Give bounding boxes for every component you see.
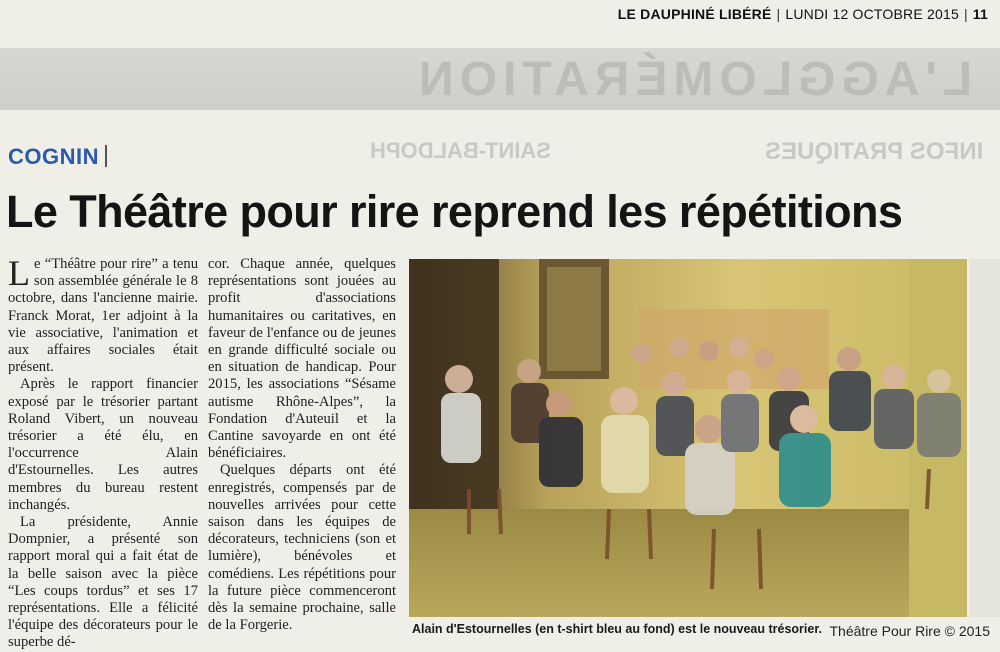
photo-credit: Théâtre Pour Rire © 2015 xyxy=(829,623,990,639)
article-paragraph: La présidente, Annie Dompnier, a présenté son rapport moral qui a fait état de la belle saison avec la pièce “Les coups tordus” et ses 17 représentations. Elle a félicité l'équipe des décorateurs pour le superbe dé- xyxy=(8,514,198,651)
article-column-2 xyxy=(208,256,396,634)
headline: Le Théâtre pour rire reprend les répétitions xyxy=(6,186,903,237)
page-number: 11 xyxy=(972,6,988,22)
article-paragraph: Quelques départs ont été enregistrés, compensés par de nouvelles arrivées pour cette saison dans les équipes de décorateurs, techniciens (son et lumière), bénévoles et comédiens. Les répétitions pour la future pièce commenceront dès la semaine prochaine, salle de la Forgerie. xyxy=(208,462,396,634)
photo-caption: Alain d'Estournelles (en t-shirt bleu au fond) est le nouveau trésorier. xyxy=(412,622,822,636)
group-photo xyxy=(409,259,967,617)
show-through-text: L'AGGLOMÉRATION xyxy=(412,53,972,106)
newspaper-name: LE DAUPHINÉ LIBÉRÉ xyxy=(617,6,772,22)
section-tag: COGNIN xyxy=(8,144,107,170)
article-paragraph: Le “Théâtre pour rire” a tenu son assemblée générale le 8 octobre, dans l'ancienne mairie. Franck Morat, 1er adjoint à la vie associative, l'animation et aux affaires sociales était présent. xyxy=(8,253,198,376)
adjacent-column-edge xyxy=(970,259,1000,617)
article-column-1 xyxy=(8,253,198,652)
article-paragraph: Après le rapport financier exposé par le trésorier partant Roland Vibert, un nouveau trésorier a été élu, en l'occurrence Alain d'Estournelles. Les autres membres du bureau restent inchangés. xyxy=(8,376,198,513)
section-band xyxy=(0,48,1000,110)
drop-cap: L xyxy=(8,253,30,293)
article-paragraph: cor. Chaque année, quelques représentations sont jouées au profit d'associations humanitaires ou caritatives, en faveur de l'enfance ou de jeunes en grande difficulté sociale ou en situation de handicap. Pour 2015, les associations “Sésame autisme Rhône-Alpes”, la Fondation d'Auteuil et la Cantine savoyarde en ont été bénéficiaires. xyxy=(208,256,396,462)
show-through-text: SAINT-BALDOPH xyxy=(370,138,551,163)
masthead: LE DAUPHINÉ LIBÉRÉ | LUNDI 12 OCTOBRE 2015 | 11 xyxy=(617,6,988,22)
show-through-text: INFOS PRATIQUES xyxy=(765,138,984,165)
issue-date: LUNDI 12 OCTOBRE 2015 xyxy=(785,6,959,22)
photo-illustration xyxy=(409,259,967,617)
